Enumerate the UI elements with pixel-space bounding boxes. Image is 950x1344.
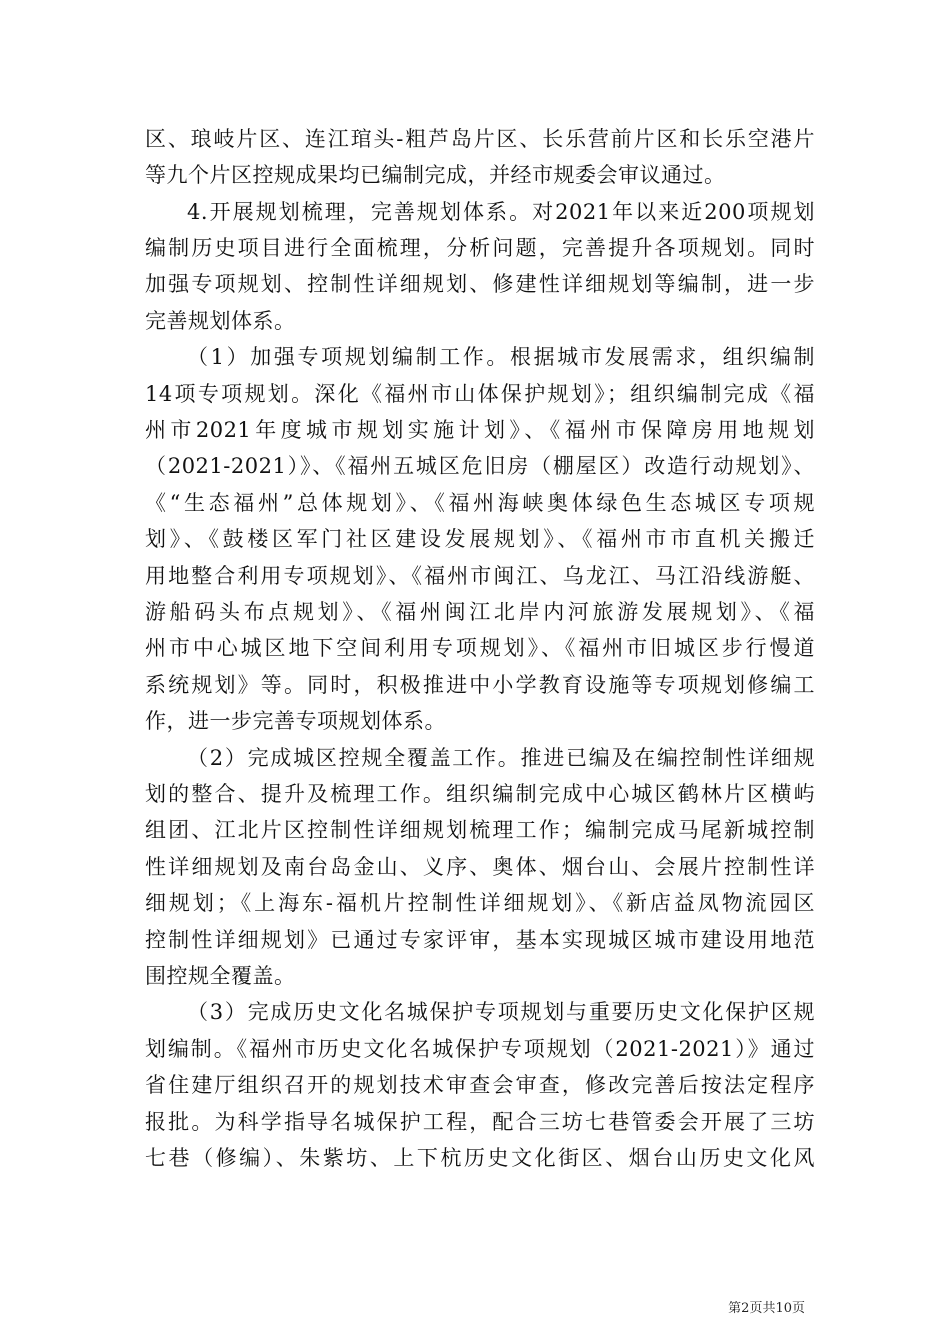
text-line: 《“生态福州”总体规划》、《福州海峡奥体绿色生态城区专项规 [145,491,815,515]
text-line: 围控规全覆盖。 [145,964,296,988]
text-line: 划》、《鼓楼区军门社区建设发展规划》、《福州市市直机关搬迁 [145,527,815,551]
text-line: 组团、江北片区控制性详细规划梳理工作；编制完成马尾新城控制 [145,818,815,842]
text-line: （2021-2021）》、《福州五城区危旧房（棚屋区）改造行动规划》、 [145,454,815,478]
text-line: 游船码头布点规划》、《福州闽江北岸内河旅游发展规划》、《福 [145,600,815,624]
text-line: 划编制。《福州市历史文化名城保护专项规划（2021-2021）》通过 [145,1037,815,1061]
page-number: 第2页共10页 [728,1301,805,1316]
text-line: 划的整合、提升及梳理工作。组织编制完成中心城区鹤林片区横屿 [145,782,815,806]
text-line: （3）完成历史文化名城保护专项规划与重要历史文化保护区规 [187,1000,815,1024]
text-line: 省住建厅组织召开的规划技术审查会审查，修改完善后按法定程序 [145,1073,815,1097]
text-line: 作，进一步完善专项规划体系。 [145,709,446,733]
text-line: 完善规划体系。 [145,309,296,333]
text-line: 报批。为科学指导名城保护工程，配合三坊七巷管委会开展了三坊 [145,1110,815,1134]
text-line: （1）加强专项规划编制工作。根据城市发展需求，组织编制 [187,345,815,369]
text-line: 系统规划》等。同时，积极推进中小学教育设施等专项规划修编工 [145,673,815,697]
text-line: 州市中心城区地下空间利用专项规划》、《福州市旧城区步行慢道 [145,636,815,660]
text-line: 七巷（修编）、朱紫坊、上下杭历史文化街区、烟台山历史文化风 [145,1146,815,1170]
text-line: 性详细规划及南台岛金山、义序、奥体、烟台山、会展片控制性详 [145,855,815,879]
text-line: 4.开展规划梳理，完善规划体系。对2021年以来近200项规划 [187,200,815,224]
text-line: 细规划；《上海东-福机片控制性详细规划》、《新店益凤物流园区 [145,891,815,915]
text-line: 区、琅岐片区、连江琯头-粗芦岛片区、长乐营前片区和长乐空港片 [145,127,815,151]
text-line: 用地整合利用专项规划》、《福州市闽江、乌龙江、马江沿线游艇、 [145,564,815,588]
text-line: 14项专项规划。深化《福州市山体保护规划》；组织编制完成《福 [145,382,815,406]
text-line: （2）完成城区控规全覆盖工作。推进已编及在编控制性详细规 [187,746,815,770]
text-line: 编制历史项目进行全面梳理，分析问题，完善提升各项规划。同时 [145,236,815,260]
text-line: 控制性详细规划》已通过专家评审，基本实现城区城市建设用地范 [145,928,815,952]
text-line: 州市2021年度城市规划实施计划》、《福州市保障房用地规划 [145,418,815,442]
text-line: 等九个片区控规成果均已编制完成，并经市规委会审议通过。 [145,163,726,187]
text-line: 加强专项规划、控制性详细规划、修建性详细规划等编制，进一步 [145,272,815,296]
